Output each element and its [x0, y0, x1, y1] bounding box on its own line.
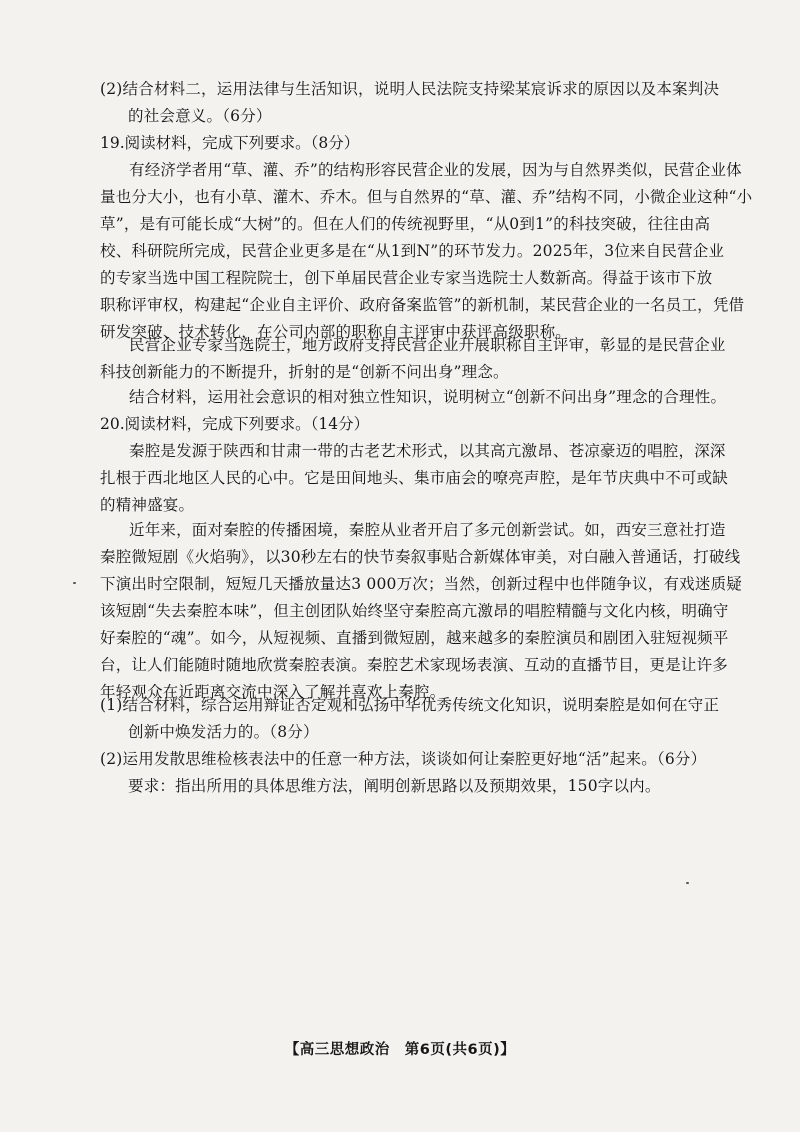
q20-heading: 20.阅读材料，完成下列要求。（14分） [100, 415, 370, 433]
q20-p1-line: 的精神盛宴。 [100, 496, 195, 514]
q20-sub2-requirement: 要求：指出所用的具体思维方法，阐明创新思路以及预期效果，150字以内。 [128, 777, 661, 795]
q19-p1-line: 草”，是有可能长成“大树”的。但在人们的传统视野里，“从0到1”的科技突破，往往由高 [100, 215, 711, 233]
q18-part2-line1: (2)结合材料二，运用法律与生活知识，说明人民法院支持梁某宸诉求的原因以及本案判决 [100, 80, 720, 98]
q20-p2-line: 秦腔微短剧《火焰驹》，以30秒左右的快节奏叙事贴合新媒体审美，对白融入普通话，打破线 [100, 548, 741, 566]
q19-p1-line: 量也分大小，也有小草、灌木、乔木。但与自然界的“草、灌、乔”结构不同，小微企业这种“小 [100, 188, 753, 206]
q19-p1-line: 研发突破、技术转化，在公司内部的职称自主评审中获评高级职称。 [100, 323, 572, 341]
q20-p2-line: 近年来，面对秦腔的传播困境，秦腔从业者开启了多元创新尝试。如，西安三意社打造 [129, 521, 726, 539]
q20-sub2-line: (2)运用发散思维检核表法中的任意一种方法，谈谈如何让秦腔更好地“活”起来。（6分） [100, 750, 707, 768]
q19-p1-line: 校、科研院所完成，民营企业更多是在“从1到N”的环节发力。2025年，3位来自民营企业 [100, 242, 725, 260]
q18-part2-line2: 的社会意义。（6分） [128, 107, 272, 125]
q20-sub1-line: 创新中焕发活力的。（8分） [128, 723, 319, 741]
q20-p2-line: 好秦腔的“魂”。如今，从短视频、直播到微短剧，越来越多的秦腔演员和剧团入驻短视频平 [100, 629, 729, 647]
q19-p1-line: 职称评审权，构建起“企业自主评价、政府备案监管”的新机制，某民营企业的一名员工，凭借 [100, 296, 745, 314]
q19-task [100, 384, 750, 411]
q20-p1-line: 扎根于西北地区人民的心中。它是田间地头、集市庙会的嘹亮声腔，是年节庆典中不可或缺 [100, 469, 729, 487]
q19-p1-line: 有经济学者用“草、灌、乔”的结构形容民营企业的发展，因为与自然界类似，民营企业体 [129, 161, 742, 179]
q20-sub1-line: (1)结合材料，综合运用辩证否定观和弘扬中华优秀传统文化知识，说明秦腔是如何在守正 [100, 696, 720, 714]
q20-p2-line: 该短剧“失去秦腔本味”，但主创团队始终坚守秦腔高亢激昂的唱腔精髓与文化内核，明确守 [100, 602, 729, 620]
q19-material-para1 [100, 157, 753, 346]
scan-speck [686, 882, 689, 884]
q18-part2 [100, 76, 750, 130]
q20-p2-line: 台，让人们能随时随地欣赏秦腔表演。秦腔艺术家现场表演、互动的直播节目，更是让许多 [100, 656, 729, 674]
page-footer: 【高三思想政治 第6页(共6页)】 [284, 1042, 516, 1058]
q20-p1-line: 秦腔是发源于陕西和甘肃一带的古老艺术形式，以其高亢激昂、苍凉豪迈的唱腔，深深 [129, 442, 726, 460]
q20-p2-line: 年轻观众在近距离交流中深入了解并喜欢上秦腔。 [100, 683, 446, 701]
scan-speck [73, 582, 76, 584]
q20-material-para2 [100, 517, 750, 706]
q19-p1-line: 的专家当选中国工程院院士，创下单届民营企业专家当选院士人数新高。得益于该市下放 [100, 269, 713, 287]
q20-p2-line: 下演出时空限制，短短几天播放量达3 000万次；当然，创新过程中也伴随争议，有戏迷质疑 [100, 575, 742, 593]
q19-p2-line: 民营企业专家当选院士，地方政府支持民营企业开展职称自主评审，彰显的是民营企业 [129, 336, 726, 354]
q19-task-line: 结合材料，运用社会意识的相对独立性知识，说明树立“创新不问出身”理念的合理性。 [129, 388, 727, 406]
q20-subquestion-2 [100, 746, 750, 800]
q19-heading: 19.阅读材料，完成下列要求。（8分） [100, 134, 360, 152]
q20-material-para1 [100, 438, 750, 519]
q19-material-para2 [100, 332, 750, 386]
q19-p2-line: 科技创新能力的不断提升，折射的是“创新不问出身”理念。 [100, 363, 509, 381]
q20-subquestion-1 [100, 692, 750, 746]
